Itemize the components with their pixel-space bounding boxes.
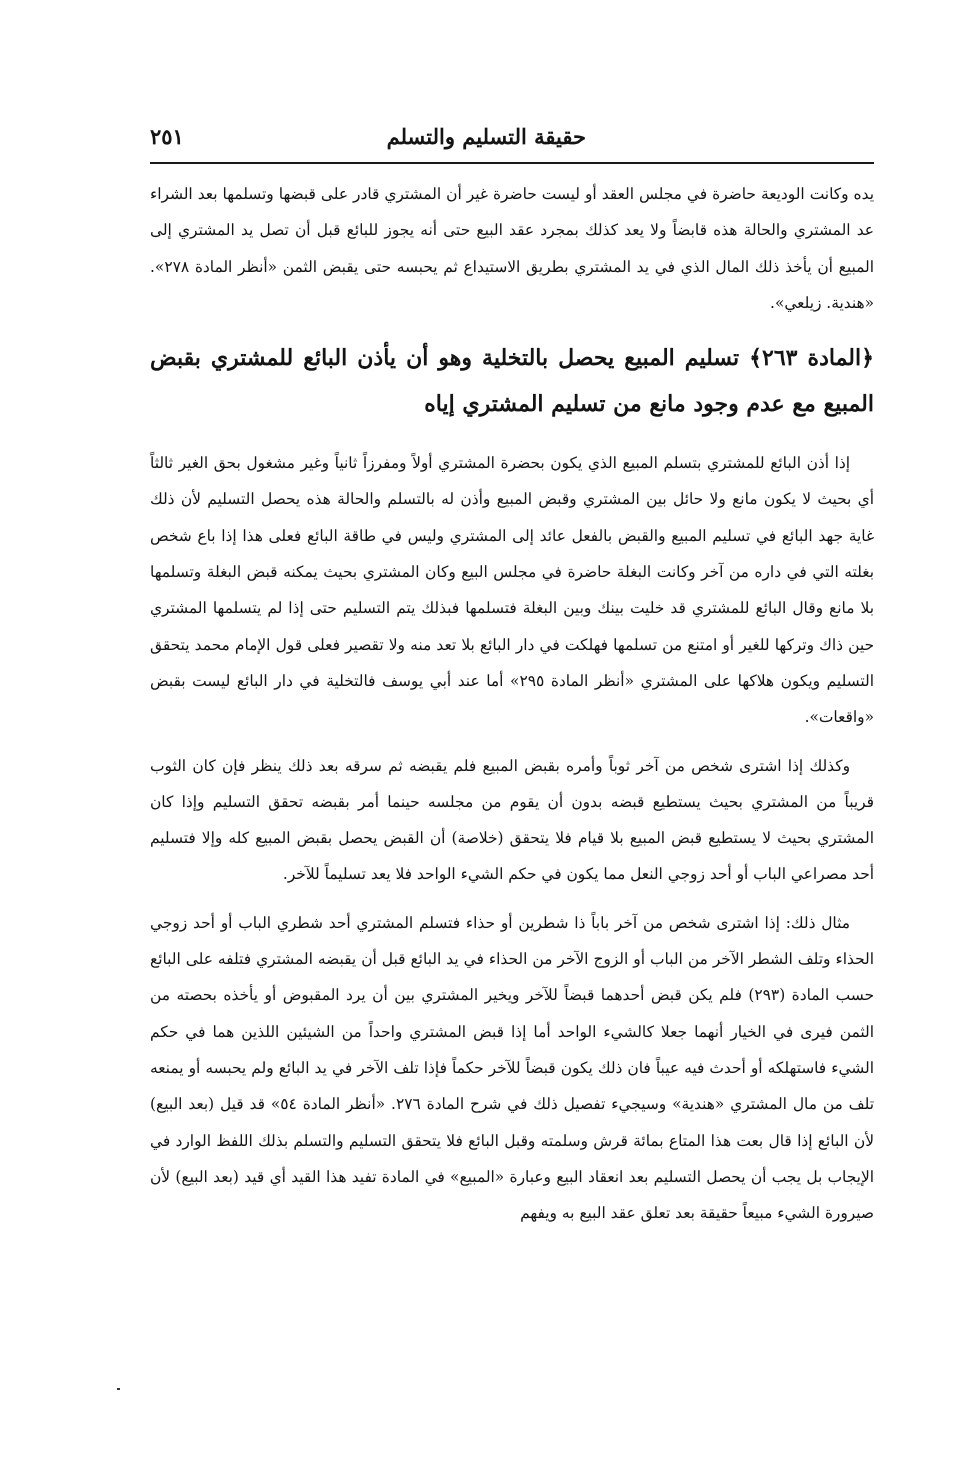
article-heading: ﴿المادة ٢٦٣﴾ تسليم المبيع يحصل بالتخلية وهو أن يأذن البائع للمشتري بقبض المبيع مع عدم وجود مانع من تسليم المشتري إياه [150, 345, 874, 418]
paragraph-continuation: يده وكانت الوديعة حاضرة في مجلس العقد أو ليست حاضرة غير أن المشتري قادر على قبضها وتسلمها بعد الشراء عد المشتري والحالة هذه قابضاً ولا يعد كذلك بمجرد عقد البيع حتى أنه يجوز للبائع قبل أن تصل يد المشتري إلى المبيع أن يأخذ ذلك المال الذي في يد المشتري بطريق الاستيداع ثم يحبسه حتى يقبض الثمن «أنظر المادة ٢٧٨». «هندية. زيلعي». [150, 185, 874, 312]
body-text [150, 176, 874, 1231]
page-number: ٢٥١ [150, 124, 184, 149]
paragraph-example: مثال ذلك: إذا اشترى شخص من آخر باباً ذا شطرين أو حذاء فتسلم المشتري أحد شطري الباب أو أحد زوجي الحذاء وتلف الشطر الآخر من الباب أو الزوج الآخر من الحذاء في يد البائع قبل أن يقبضه المشتري فتلفه على البائع حسب المادة (٢٩٣) فلم يكن قبض أحدهما قبضاً للآخر ويخير المشتري بين أن يرد المقبوض أو يأخذه بحصته من الثمن فيرى في الخيار أنهما جعلا كالشيء الواحد أما إذا قبض المشتري واحداً من الشيئين اللذين هما في حكم الشيء فاستهلكه أو أحدث فيه عيباً فان ذلك يكون قبضاً للآخر حكماً فإذا تلف الآخر في يد البائع ولم يحبسه أو يمنعه تلف من مال المشتري «هندية» وسيجيء تفصيل ذلك في شرح المادة ٢٧٦. «أنظر المادة ٥٤» قد قيل (بعد البيع) لأن البائع إذا قال بعت هذا المتاع بمائة قرش وسلمته وقبل البائع فلا يتحقق التسليم والتسلم بذلك اللفظ الوارد في الإيجاب بل يجب أن يحصل التسليم بعد انعقاد البيع وعبارة «المبيع» في المادة تفيد هذا القيد أي قيد (بعد البيع) لأن صيرورة الشيء مبيعاً حقيقة بعد تعلق عقد البيع به ويفهم [150, 913, 874, 1223]
running-title: حقيقة التسليم والتسلم [386, 124, 586, 149]
spacer [150, 736, 874, 748]
spacer [150, 893, 874, 905]
scan-speck [117, 1388, 120, 1390]
paragraph-commentary: إذا أذن البائع للمشتري بتسلم المبيع الذي يكون بحضرة المشتري أولاً ومفرزاً ثانياً وغير مشغول بحق الغير ثالثاً أي بحيث لا يكون مانع ولا حائل بين المشتري وقبض المبيع وأذن له بالتسلم والحالة هذه يحصل التسليم لأن ذلك غاية جهد البائع في تسليم المبيع والقبض بالفعل عائد إلى المشتري وليس في طاقة البائع فعلى هذا إذا باع شخص بغلته التي في داره من آخر وكانت البغلة حاضرة في مجلس البيع وكان المشتري بحيث يمكنه قبض البغلة وتسلمها بلا مانع وقال البائع للمشتري قد خليت بينك وبين البغلة فتسلمها فبذلك يتم التسليم حتى إذا لم يتسلمها المشتري حين ذاك وتركها للغير أو امتنع من تسلمها فهلكت في دار البائع بلا تعد منه ولا تقصير فعلى قول الإمام محمد يتحقق التسليم ويكون هلاكها على المشتري «أنظر المادة ٢٩٥» أما عند أبي يوسف فالتخلية في دار البائع ليست بقبض «واقعات». [150, 454, 875, 727]
paragraph-commentary: وكذلك إذا اشترى شخص من آخر ثوباً وأمره بقبض المبيع فلم يقبضه ثم سرقه بعد ذلك ينظر فإن كان الثوب قريباً من المشتري بحيث يستطيع قبضه بدون أن يقوم من مجلسه حينما أمر بقبضه تحقق التسليم وإذا كان المشتري بحيث لا يستطيع قبض المبيع بلا قيام فلا يتحقق (خلاصة) أن القبض يحصل بقبض المبيع كله وإلا فتسليم أحد مصراعي الباب أو أحد زوجي النعل مما يكون في حكم الشيء الواحد فلا يعد تسليماً للآخر. [150, 756, 874, 884]
spacer [150, 427, 874, 445]
running-head [150, 118, 874, 164]
